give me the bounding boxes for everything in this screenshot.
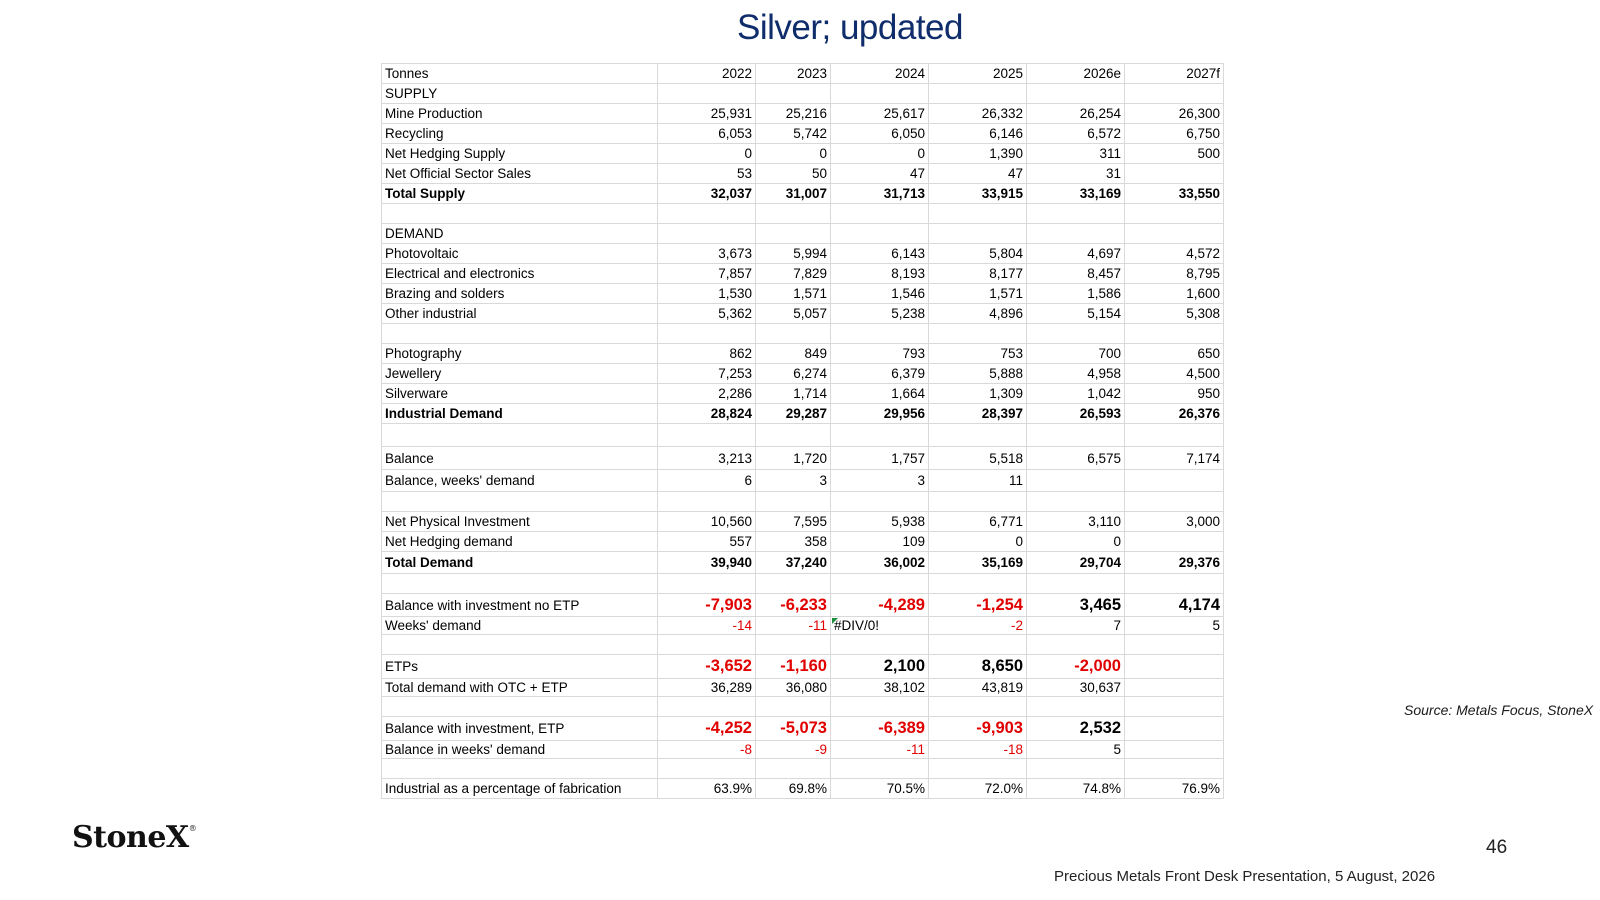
header-cell: 2027f [1125, 64, 1224, 84]
table-cell: 6,771 [929, 512, 1027, 532]
table-cell [1125, 574, 1224, 594]
row-label: Total Demand [382, 552, 658, 574]
table-cell: -8 [658, 741, 756, 759]
table-cell: 69.8% [756, 779, 831, 799]
table-cell: 6,143 [831, 244, 929, 264]
table-cell: -18 [929, 741, 1027, 759]
table-cell: 6,379 [831, 364, 929, 384]
table-cell [1125, 532, 1224, 552]
row-label [382, 635, 658, 655]
table-cell: -11 [756, 617, 831, 635]
table-cell [756, 324, 831, 344]
table-cell [756, 635, 831, 655]
table-cell: 37,240 [756, 552, 831, 574]
table-cell [1125, 204, 1224, 224]
table-cell [756, 492, 831, 512]
table-row [382, 741, 1224, 759]
table-cell: -6,233 [756, 594, 831, 617]
table-row [382, 759, 1224, 779]
table-cell: 74.8% [1027, 779, 1125, 799]
table-cell: 32,037 [658, 184, 756, 204]
table-row [382, 104, 1224, 124]
table-cell [658, 204, 756, 224]
row-label: Electrical and electronics [382, 264, 658, 284]
table-cell: 26,254 [1027, 104, 1125, 124]
table-cell [831, 617, 929, 635]
row-label: Jewellery [382, 364, 658, 384]
table-cell [1125, 697, 1224, 717]
table-cell: -9 [756, 741, 831, 759]
table-cell: 43,819 [929, 679, 1027, 697]
table-row [382, 384, 1224, 404]
table-cell: 29,956 [831, 404, 929, 424]
table-row [382, 84, 1224, 104]
registered-mark: ® [188, 824, 197, 833]
table-cell [756, 759, 831, 779]
table-cell: 8,177 [929, 264, 1027, 284]
table-cell: 70.5% [831, 779, 929, 799]
table-cell: 2,100 [831, 655, 929, 679]
row-label: Net Hedging Supply [382, 144, 658, 164]
table-row [382, 364, 1224, 384]
table-row [382, 264, 1224, 284]
table-cell: 6,750 [1125, 124, 1224, 144]
table-row [382, 470, 1224, 492]
row-label: ETPs [382, 655, 658, 679]
table-row [382, 697, 1224, 717]
row-label: Photovoltaic [382, 244, 658, 264]
table-cell [658, 224, 756, 244]
table-cell: 6,575 [1027, 447, 1125, 470]
row-label: Silverware [382, 384, 658, 404]
table-cell: 0 [831, 144, 929, 164]
table-cell: 1,720 [756, 447, 831, 470]
table-cell [1125, 324, 1224, 344]
table-cell [929, 84, 1027, 104]
row-label: Brazing and solders [382, 284, 658, 304]
table-cell: -2 [929, 617, 1027, 635]
table-cell [1125, 655, 1224, 679]
table-cell [831, 759, 929, 779]
table-cell: 0 [658, 144, 756, 164]
table-cell: 650 [1125, 344, 1224, 364]
table-cell: 3 [831, 470, 929, 492]
row-label: SUPPLY [382, 84, 658, 104]
table-cell: 1,757 [831, 447, 929, 470]
table-cell: 11 [929, 470, 1027, 492]
row-label: Net Official Sector Sales [382, 164, 658, 184]
table-cell: 36,080 [756, 679, 831, 697]
row-label [382, 697, 658, 717]
table-cell [1027, 224, 1125, 244]
table-cell [929, 759, 1027, 779]
table-cell: 2,286 [658, 384, 756, 404]
table-cell: 53 [658, 164, 756, 184]
table-cell [756, 424, 831, 447]
table-row [382, 594, 1224, 617]
header-cell: Tonnes [382, 64, 658, 84]
table-cell: -1,254 [929, 594, 1027, 617]
table-cell: 38,102 [831, 679, 929, 697]
table-cell: -4,252 [658, 717, 756, 741]
table-cell: 33,550 [1125, 184, 1224, 204]
table-cell: 6,274 [756, 364, 831, 384]
row-label: Weeks' demand [382, 617, 658, 635]
table-cell: 63.9% [658, 779, 756, 799]
table-cell: 5,804 [929, 244, 1027, 264]
table-cell [831, 492, 929, 512]
table-cell: 28,824 [658, 404, 756, 424]
table-cell [1125, 84, 1224, 104]
table-cell [1027, 492, 1125, 512]
row-label [382, 324, 658, 344]
table-cell: 1,042 [1027, 384, 1125, 404]
table-cell: 33,915 [929, 184, 1027, 204]
cell-text: #DIV/0! [834, 618, 880, 633]
table-cell: 10,560 [658, 512, 756, 532]
table-cell: 72.0% [929, 779, 1027, 799]
table-cell: -6,389 [831, 717, 929, 741]
table-cell [1027, 204, 1125, 224]
table-cell [1027, 470, 1125, 492]
row-label [382, 424, 658, 447]
table-cell: 4,500 [1125, 364, 1224, 384]
table-cell: 557 [658, 532, 756, 552]
table-cell: 28,397 [929, 404, 1027, 424]
table-cell [929, 224, 1027, 244]
table-cell: 26,376 [1125, 404, 1224, 424]
table-cell: 4,174 [1125, 594, 1224, 617]
table-header-row [382, 64, 1224, 84]
table-cell: 6 [658, 470, 756, 492]
table-cell: -14 [658, 617, 756, 635]
table-cell: 0 [929, 532, 1027, 552]
table-cell: 31,007 [756, 184, 831, 204]
table-cell: 4,896 [929, 304, 1027, 324]
table-cell [756, 84, 831, 104]
table-cell [929, 635, 1027, 655]
table-cell [658, 635, 756, 655]
table-cell [658, 324, 756, 344]
table-cell: 862 [658, 344, 756, 364]
table-row [382, 224, 1224, 244]
table-cell [658, 492, 756, 512]
table-row [382, 404, 1224, 424]
table-cell: 6,146 [929, 124, 1027, 144]
table-cell: 793 [831, 344, 929, 364]
table-cell: 5,888 [929, 364, 1027, 384]
table-row [382, 617, 1224, 635]
table-cell: 30,637 [1027, 679, 1125, 697]
table-cell [1125, 164, 1224, 184]
table-cell [831, 224, 929, 244]
row-label: Balance [382, 447, 658, 470]
table-cell [1125, 679, 1224, 697]
table-cell: 47 [929, 164, 1027, 184]
table-cell: 36,289 [658, 679, 756, 697]
table-cell [1125, 470, 1224, 492]
table-cell: 33,169 [1027, 184, 1125, 204]
row-label: Mine Production [382, 104, 658, 124]
error-indicator-icon [832, 618, 838, 624]
table-cell: 849 [756, 344, 831, 364]
source-note: Source: Metals Focus, StoneX [1404, 702, 1594, 718]
row-label [382, 492, 658, 512]
page-number: 46 [1486, 837, 1508, 858]
table-cell [1027, 324, 1125, 344]
table-row [382, 532, 1224, 552]
table-cell: 8,650 [929, 655, 1027, 679]
table-cell: 500 [1125, 144, 1224, 164]
table-cell: 5,742 [756, 124, 831, 144]
silver-balance-table [381, 63, 1224, 799]
table-row [382, 655, 1224, 679]
table-row [382, 184, 1224, 204]
table-cell: -5,073 [756, 717, 831, 741]
slide-title: Silver; updated [737, 8, 963, 47]
table-cell: 6,050 [831, 124, 929, 144]
table-cell: -11 [831, 741, 929, 759]
table-row [382, 164, 1224, 184]
row-label: Balance in weeks' demand [382, 741, 658, 759]
table-cell [1125, 741, 1224, 759]
table-cell [1125, 717, 1224, 741]
table-cell [756, 574, 831, 594]
table-cell [1027, 759, 1125, 779]
table-cell [1125, 424, 1224, 447]
table-cell [831, 635, 929, 655]
table-cell [1027, 424, 1125, 447]
table-cell: 31 [1027, 164, 1125, 184]
table-cell: 25,216 [756, 104, 831, 124]
table-cell [1027, 635, 1125, 655]
row-label: Other industrial [382, 304, 658, 324]
table-cell [929, 324, 1027, 344]
table-cell [756, 224, 831, 244]
table-cell: 5,362 [658, 304, 756, 324]
table-cell [831, 424, 929, 447]
header-cell: 2022 [658, 64, 756, 84]
table-row [382, 424, 1224, 447]
table-row [382, 779, 1224, 799]
table-cell: 7,857 [658, 264, 756, 284]
header-cell: 2025 [929, 64, 1027, 84]
row-label: Total Supply [382, 184, 658, 204]
header-cell: 2023 [756, 64, 831, 84]
table-cell [929, 697, 1027, 717]
table-cell: 8,795 [1125, 264, 1224, 284]
table-cell: 950 [1125, 384, 1224, 404]
table-cell: 4,958 [1027, 364, 1125, 384]
table-cell: 3,110 [1027, 512, 1125, 532]
row-label: Balance, weeks' demand [382, 470, 658, 492]
table-cell: 35,169 [929, 552, 1027, 574]
table-row [382, 344, 1224, 364]
table-cell [1125, 635, 1224, 655]
table-cell: 2,532 [1027, 717, 1125, 741]
table-cell: 358 [756, 532, 831, 552]
table-cell [831, 324, 929, 344]
table-cell [658, 697, 756, 717]
table-cell: 8,193 [831, 264, 929, 284]
row-label: Net Physical Investment [382, 512, 658, 532]
table-cell: 1,309 [929, 384, 1027, 404]
table-cell [929, 204, 1027, 224]
header-cell: 2026e [1027, 64, 1125, 84]
header-cell: 2024 [831, 64, 929, 84]
table-cell: -3,652 [658, 655, 756, 679]
table-cell: 25,931 [658, 104, 756, 124]
table-cell: 3,465 [1027, 594, 1125, 617]
table-cell: 700 [1027, 344, 1125, 364]
table-cell [1027, 697, 1125, 717]
table-cell: 1,571 [929, 284, 1027, 304]
table-cell: 7,253 [658, 364, 756, 384]
table-cell [658, 574, 756, 594]
table-cell: 5 [1027, 741, 1125, 759]
table-cell: 7,174 [1125, 447, 1224, 470]
row-label: Photography [382, 344, 658, 364]
table-cell: 1,390 [929, 144, 1027, 164]
table-cell: 29,287 [756, 404, 831, 424]
table-cell: 3,213 [658, 447, 756, 470]
table-row [382, 244, 1224, 264]
table-row [382, 144, 1224, 164]
table-cell: -9,903 [929, 717, 1027, 741]
table-cell: 1,600 [1125, 284, 1224, 304]
table-cell [831, 574, 929, 594]
table-cell [756, 204, 831, 224]
table-cell: 36,002 [831, 552, 929, 574]
table-row [382, 124, 1224, 144]
table-cell: 5 [1125, 617, 1224, 635]
table-cell: 0 [1027, 532, 1125, 552]
table-cell: 8,457 [1027, 264, 1125, 284]
table-cell [658, 84, 756, 104]
table-cell: 3,673 [658, 244, 756, 264]
table-cell: 5,518 [929, 447, 1027, 470]
row-label: DEMAND [382, 224, 658, 244]
table-row [382, 574, 1224, 594]
table-cell [929, 574, 1027, 594]
table-cell: 26,300 [1125, 104, 1224, 124]
table-cell: 753 [929, 344, 1027, 364]
table-cell: 76.9% [1125, 779, 1224, 799]
logo-wordmark: StoneX [72, 820, 189, 855]
table-cell [1125, 492, 1224, 512]
row-label: Industrial as a percentage of fabrication [382, 779, 658, 799]
table-cell: -1,160 [756, 655, 831, 679]
table-cell: 1,586 [1027, 284, 1125, 304]
table-cell: 3,000 [1125, 512, 1224, 532]
row-label: Balance with investment, ETP [382, 717, 658, 741]
stonex-logo [72, 820, 196, 855]
table-cell: -7,903 [658, 594, 756, 617]
table-cell: 29,704 [1027, 552, 1125, 574]
table-cell [658, 424, 756, 447]
row-label [382, 204, 658, 224]
table-row [382, 552, 1224, 574]
table-row [382, 324, 1224, 344]
table-row [382, 304, 1224, 324]
table-row [382, 635, 1224, 655]
table-cell: 4,572 [1125, 244, 1224, 264]
table-row [382, 512, 1224, 532]
table-cell [1125, 759, 1224, 779]
table-cell [929, 424, 1027, 447]
table-cell [658, 759, 756, 779]
row-label: Recycling [382, 124, 658, 144]
table-cell: 7 [1027, 617, 1125, 635]
table-cell [831, 697, 929, 717]
table-cell: 109 [831, 532, 929, 552]
table-cell: 5,994 [756, 244, 831, 264]
footer-text: Precious Metals Front Desk Presentation, 5 August, 2026 [1054, 868, 1436, 885]
table-cell: 25,617 [831, 104, 929, 124]
row-label: Industrial Demand [382, 404, 658, 424]
table-cell: 5,057 [756, 304, 831, 324]
table-cell: 7,829 [756, 264, 831, 284]
row-label [382, 574, 658, 594]
table-cell: 26,593 [1027, 404, 1125, 424]
table-row [382, 284, 1224, 304]
table-cell: 6,572 [1027, 124, 1125, 144]
row-label: Balance with investment no ETP [382, 594, 658, 617]
table-cell: 7,595 [756, 512, 831, 532]
table-row [382, 717, 1224, 741]
row-label: Total demand with OTC + ETP [382, 679, 658, 697]
table-cell: 1,571 [756, 284, 831, 304]
table-cell: 1,714 [756, 384, 831, 404]
table-cell: -4,289 [831, 594, 929, 617]
table-cell: 29,376 [1125, 552, 1224, 574]
table-cell: 4,697 [1027, 244, 1125, 264]
table-cell: 5,308 [1125, 304, 1224, 324]
table-cell: 5,938 [831, 512, 929, 532]
table-cell: 1,546 [831, 284, 929, 304]
table-cell: 0 [756, 144, 831, 164]
table-cell [756, 697, 831, 717]
table-cell: 3 [756, 470, 831, 492]
table-cell [929, 492, 1027, 512]
table-cell [1027, 84, 1125, 104]
table-cell: 5,238 [831, 304, 929, 324]
table-row [382, 204, 1224, 224]
table-cell: 6,053 [658, 124, 756, 144]
table-cell: 47 [831, 164, 929, 184]
table-cell [831, 84, 929, 104]
row-label: Net Hedging demand [382, 532, 658, 552]
table-cell: 26,332 [929, 104, 1027, 124]
table-cell [1125, 224, 1224, 244]
table-row [382, 679, 1224, 697]
table-row [382, 492, 1224, 512]
table-cell: 311 [1027, 144, 1125, 164]
table-cell [1027, 574, 1125, 594]
table-cell: 39,940 [658, 552, 756, 574]
table-cell: 5,154 [1027, 304, 1125, 324]
table-cell: 50 [756, 164, 831, 184]
table-cell: -2,000 [1027, 655, 1125, 679]
row-label [382, 759, 658, 779]
table-cell [831, 204, 929, 224]
table-cell: 1,664 [831, 384, 929, 404]
table-row [382, 447, 1224, 470]
table-cell: 31,713 [831, 184, 929, 204]
table-cell: 1,530 [658, 284, 756, 304]
